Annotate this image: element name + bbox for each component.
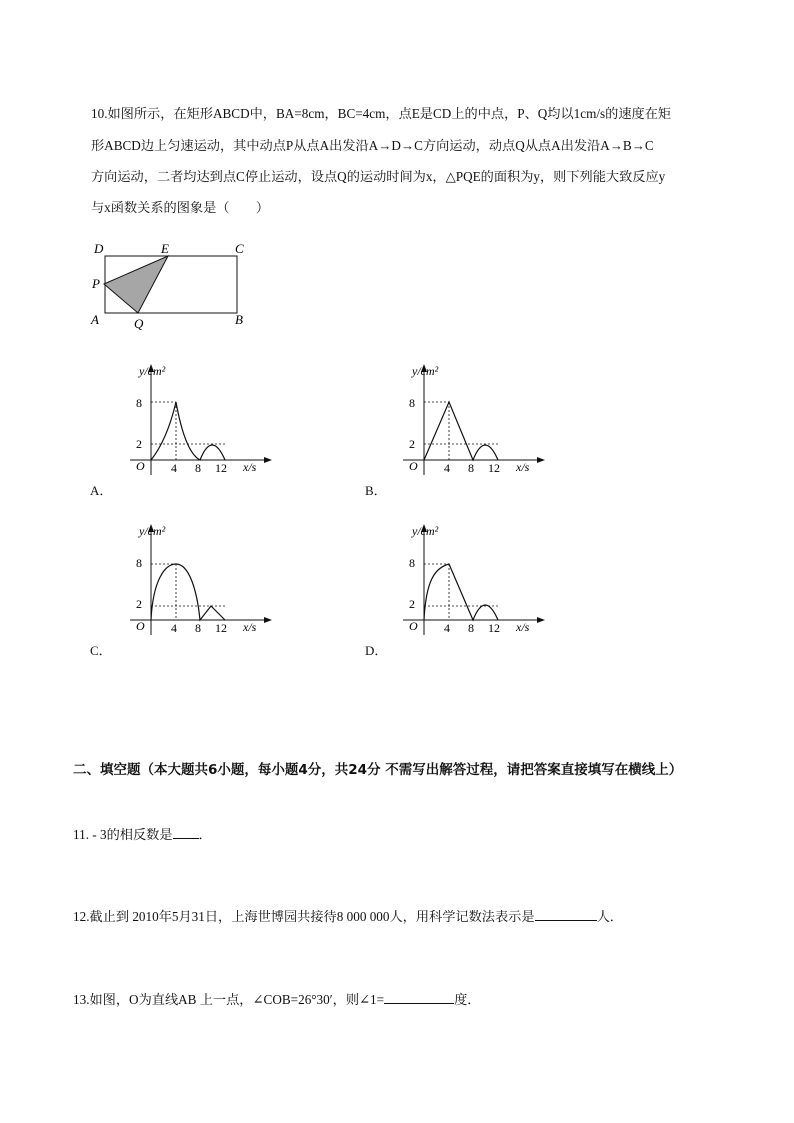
question-12 — [73, 906, 623, 925]
y-axis-label: y/cm² — [412, 364, 439, 378]
graph-option-b — [398, 360, 548, 475]
y-tick-8: 8 — [136, 396, 142, 410]
y-axis-label: y/cm² — [139, 364, 166, 378]
x-tick-8: 8 — [468, 461, 474, 475]
q12-end: 人． — [596, 909, 623, 924]
x-tick-4: 4 — [171, 461, 177, 475]
question-11 — [73, 824, 212, 843]
q11-end: ． — [198, 827, 212, 842]
q13-answer-blank[interactable] — [384, 991, 454, 1004]
q10-line-1: 10.如图所示，在矩形ABCD中，BA=8cm，BC=4cm，点E是CD上的中点，P、Q均以1cm/s的速度在矩 — [91, 106, 672, 121]
x-tick-12: 12 — [488, 621, 500, 635]
y-tick-2: 2 — [409, 597, 415, 611]
rectangle-figure — [85, 236, 260, 336]
q10-line-4: 与x函数关系的图象是（ ） — [91, 200, 270, 215]
x-tick-8: 8 — [195, 461, 201, 475]
q12-answer-blank[interactable] — [535, 908, 597, 921]
x-axis-label: x/s — [516, 460, 530, 474]
x-tick-4: 4 — [171, 621, 177, 635]
y-tick-2: 2 — [136, 437, 142, 451]
x-axis-label: x/s — [243, 460, 257, 474]
option-a-label: A． — [90, 483, 113, 498]
graph-option-a — [125, 360, 275, 475]
y-axis-label: y/cm² — [412, 524, 439, 538]
origin-label: O — [409, 619, 418, 633]
x-tick-8: 8 — [195, 621, 201, 635]
x-axis-label: x/s — [516, 620, 530, 634]
option-b-label: B． — [365, 483, 387, 498]
y-axis-label: y/cm² — [139, 524, 166, 538]
q12-text: 12.截止到 2010年5月31日，上海世博园共接待8 000 000人，用科学记数法表示是 — [73, 909, 535, 924]
origin-label: O — [136, 619, 145, 633]
y-tick-8: 8 — [409, 396, 415, 410]
x-tick-8: 8 — [468, 621, 474, 635]
x-tick-12: 12 — [215, 461, 227, 475]
figure-label-C: C — [235, 241, 244, 256]
figure-label-A: A — [91, 312, 99, 327]
origin-label: O — [136, 459, 145, 473]
figure-label-P: P — [92, 276, 100, 291]
y-tick-2: 2 — [409, 437, 415, 451]
y-tick-2: 2 — [136, 597, 142, 611]
y-tick-8: 8 — [409, 556, 415, 570]
figure-label-D: D — [94, 241, 104, 256]
q10-line-3: 方向运动，二者均达到点C停止运动，设点Q的运动时间为x，△PQE的面积为y，则下列能大致反应y — [91, 169, 666, 184]
q11-text: 11. - 3的相反数是 — [73, 827, 173, 842]
q10-line-2: 形ABCD边上匀速运动，其中动点P从点A出发沿A→D→C方向运动，动点Q从点A出发沿A→B→C — [91, 138, 654, 153]
x-tick-12: 12 — [215, 621, 227, 635]
x-tick-12: 12 — [488, 461, 500, 475]
x-tick-4: 4 — [444, 461, 450, 475]
section-heading-fill-in: 二、填空题（本大题共6小题，每小题4分，共24分 不需写出解答过程，请把答案直接填写在横线上） — [73, 762, 683, 778]
option-c-label: C． — [90, 643, 112, 658]
x-tick-4: 4 — [444, 621, 450, 635]
q11-answer-blank[interactable] — [173, 826, 199, 839]
question-13 — [73, 989, 480, 1008]
x-axis-label: x/s — [243, 620, 257, 634]
graph-option-d — [398, 520, 548, 635]
option-d-label: D． — [365, 643, 388, 658]
figure-label-B: B — [235, 312, 243, 327]
graph-option-c — [125, 520, 275, 635]
origin-label: O — [409, 459, 418, 473]
figure-label-E: E — [161, 241, 169, 256]
y-tick-8: 8 — [136, 556, 142, 570]
q13-end: 度． — [454, 992, 481, 1007]
figure-label-Q: Q — [134, 316, 144, 331]
q13-text: 13.如图，O为直线AB 上一点，∠COB=26°30′，则∠1= — [73, 992, 385, 1007]
